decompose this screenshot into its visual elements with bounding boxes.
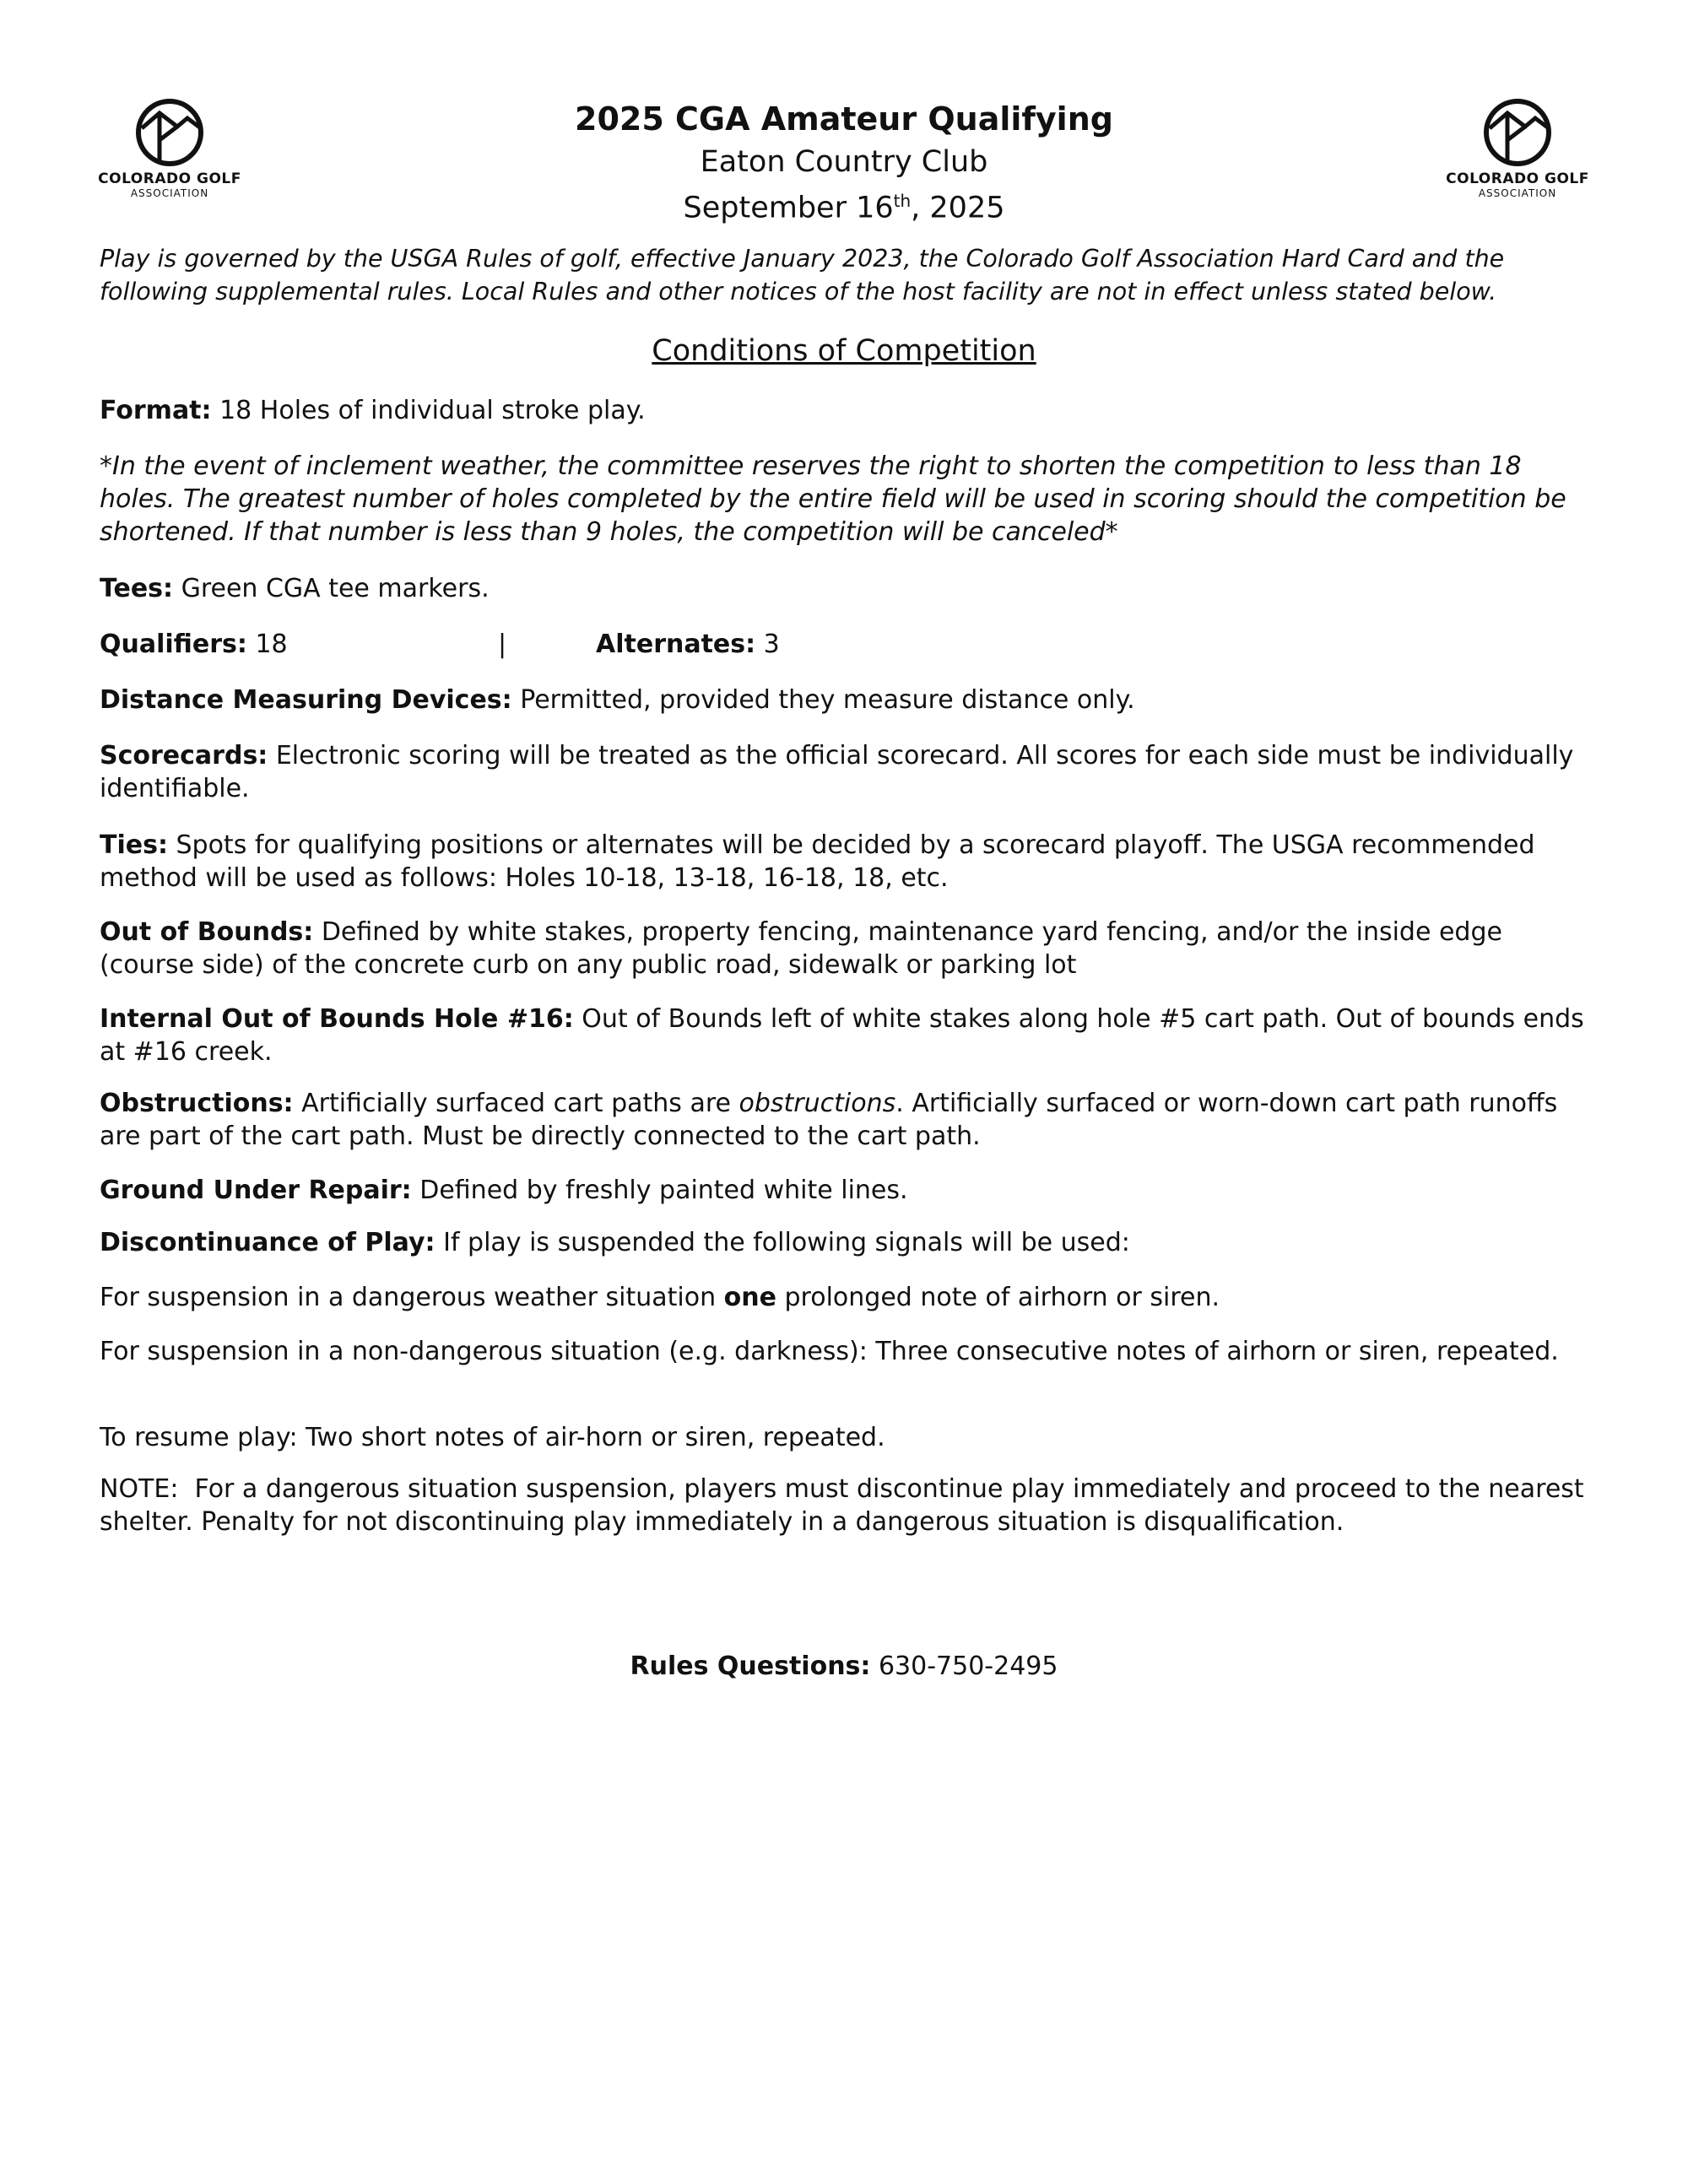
rule-text: 18 Holes of individual stroke play. <box>211 396 646 425</box>
gur-rule <box>100 1174 1602 1207</box>
section-title: Conditions of Competition <box>652 334 1036 368</box>
rule-label: Discontinuance of Play: <box>100 1228 436 1257</box>
qualifiers-label: Qualifiers: <box>100 630 247 659</box>
signal-resume: To resume play: Two short notes of air-horn or siren, repeated. <box>100 1423 885 1452</box>
note-paragraph: NOTE: For a dangerous situation suspension, players must discontinue play immediately and proceed to the nearest shelter. Penalty for not discontinuing play immediately in a dangerous situation is disqualification. <box>100 1474 1593 1537</box>
rule-text: Defined by freshly painted white lines. <box>411 1176 908 1205</box>
rule-text: Defined by white stakes, property fencing, maintenance yard fencing, and/or the inside edge (course side) of the concrete curb on any public road, sidewalk or parking lot <box>100 917 1502 980</box>
signal-dangerous <box>100 1281 1602 1314</box>
scorecards-rule <box>100 739 1602 805</box>
rule-text: Artificially surfaced cart paths are <box>293 1089 739 1118</box>
date-text: September 16 <box>683 191 894 225</box>
rule-text: Green CGA tee markers. <box>173 574 490 603</box>
venue: Eaton Country Club <box>700 145 988 179</box>
weather-note: *In the event of inclement weather, the committee reserves the right to shorten the competition to less than 18 holes. The greatest number of holes completed by the entire field will be used in scoring should the competition be shortened. If that number is less than 9 holes, the competition will be canceled* <box>100 451 1566 547</box>
rule-label: Tees: <box>100 574 174 603</box>
signal-text: prolonged note of airhorn or siren. <box>776 1283 1220 1312</box>
ties-rule <box>100 829 1602 895</box>
obstructions-rule <box>100 1087 1602 1153</box>
rule-label: Obstructions: <box>100 1089 294 1118</box>
rule-label: Distance Measuring Devices: <box>100 685 512 715</box>
signal-emphasis: one <box>723 1283 776 1312</box>
logo-text: COLORADO GOLF <box>98 170 241 187</box>
logo-subtext: ASSOCIATION <box>130 187 209 199</box>
document-title: 2025 CGA Amateur Qualifying <box>575 100 1113 138</box>
rule-label: Out of Bounds: <box>100 917 314 947</box>
rule-text: Permitted, provided they measure distance only. <box>511 685 1135 715</box>
qualifiers-value: 18 <box>246 630 288 659</box>
signal-text: For suspension in a dangerous weather situation <box>100 1283 724 1312</box>
discontinuance-rule <box>100 1226 1602 1259</box>
rule-text: . Artificially surfaced or worn-down cart path runoffs are part of the cart path. Must be directly connected to the cart path. <box>100 1089 1558 1151</box>
rule-label: Internal Out of Bounds Hole #16: <box>100 1004 574 1034</box>
intro-paragraph: Play is governed by the USGA Rules of golf, effective January 2023, the Colorado Golf Association Hard Card and the following supplemental rules. Local Rules and other notices of the host facility are not in effect unless stated below. <box>100 245 1505 305</box>
rule-label: Scorecards: <box>100 741 268 770</box>
rule-text: Electronic scoring will be treated as the official scorecard. All scores for each side must be individually identifiable. <box>100 741 1574 803</box>
format-rule <box>100 394 1602 427</box>
rules-questions-phone: 630-750-2495 <box>870 1652 1058 1681</box>
logo-text: COLORADO GOLF <box>1446 170 1589 187</box>
date-year: , 2025 <box>911 191 1005 225</box>
oob-rule <box>100 916 1602 981</box>
rule-text: Out of Bounds left of white stakes along hole #5 cart path. Out of bounds ends at #16 creek. <box>100 1004 1584 1067</box>
internal-oob-rule <box>100 1003 1602 1068</box>
alternates-label: Alternates: <box>596 630 756 659</box>
dmd-rule <box>100 684 1602 716</box>
logo-subtext: ASSOCIATION <box>1478 187 1557 199</box>
date-ordinal: th <box>893 191 912 211</box>
rule-text: Spots for qualifying positions or alternates will be decided by a scorecard playoff. The USGA recommended method will be used as follows: Holes 10-18, 13-18, 16-18, 18, etc. <box>100 830 1535 893</box>
rule-label: Ties: <box>100 830 168 860</box>
rule-text: If play is suspended the following signals will be used: <box>435 1228 1130 1257</box>
rule-label: Ground Under Repair: <box>100 1176 412 1205</box>
rule-italic: obstructions <box>738 1089 896 1118</box>
tees-rule <box>100 572 1602 605</box>
signal-nondangerous: For suspension in a non-dangerous situation (e.g. darkness): Three consecutive notes of airhorn or siren, repeated. <box>100 1337 1559 1366</box>
event-date <box>0 182 1688 227</box>
qualifiers-rule <box>100 628 1602 661</box>
rule-label: Format: <box>100 396 212 425</box>
rules-questions-label: Rules Questions: <box>630 1652 871 1681</box>
rules-questions <box>0 1650 1688 1683</box>
alternates-value: 3 <box>755 630 780 659</box>
separator: | <box>498 630 507 659</box>
